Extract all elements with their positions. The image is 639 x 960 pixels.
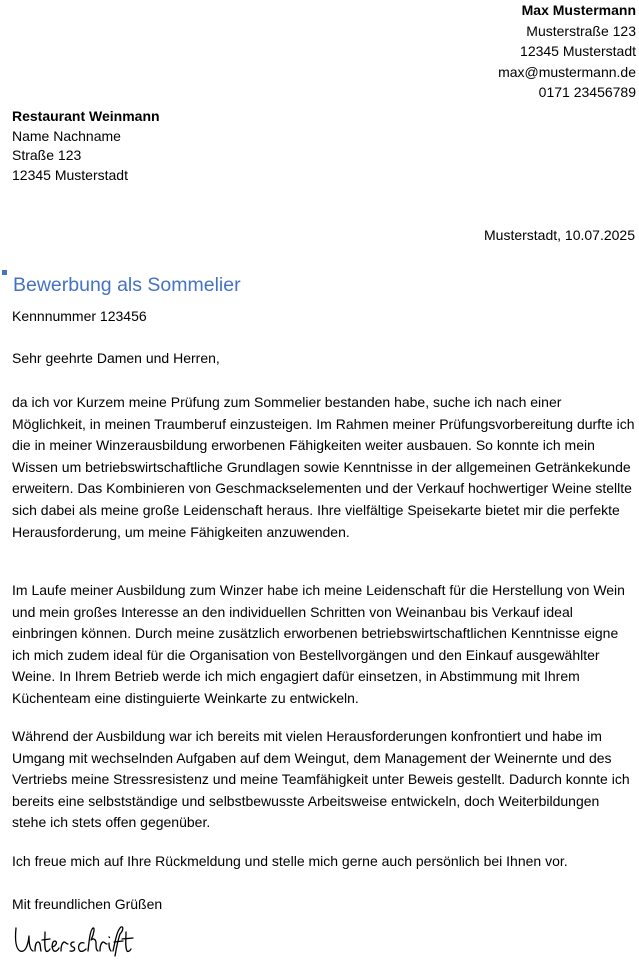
paragraph-text: da ich vor Kurzem meine Prüfung zum Sommelier bestanden habe, suche ich nach einer Möglichkeit, in meinen Traumberuf einzusteigen. Im Rahmen meiner Prüfungsvorbereitung durfte ich die in meiner Winzerausbildung erworbenen Fähigkeiten weiter ausbauen. So konnte ich mein Wissen um betriebswirtschaftliche Grundlagen sowie Kenntnisse in der allgemeinen Getränkekunde erweitern. Das Kombinieren von Geschmackselementen und der Verkauf hochwertiger Weine stellte sich dabei als meine große Leidenschaft heraus. Ihre vielfältige Speisekarte bietet mir die perfekte Herausforderung, um meine Fähigkeiten anzuwenden. <box>12 394 635 540</box>
sender-name: Max Mustermann <box>521 2 636 18</box>
recipient-contact: Name Nachname <box>12 127 121 144</box>
paragraph-text: Im Laufe meiner Ausbildung zum Winzer habe ich meine Leidenschaft für die Herstellung von Wein und mein großes Interesse an den individuellen Schritten von Weinanbau bis Verkauf ideal einbringen können. Durch meine zusätzlich erworbenen betriebswirtschaftlichen Kenntnisse eigne ich mich zudem ideal für die Organisation von Bestellvorgängen und den Einkauf ausgewählter Weine. In Ihrem Betrieb werde ich mich engagiert dafür einsetzen, in Abstimmung mit Ihrem Küchenteam eine distinguierte Weinkarte zu entwickeln. <box>12 582 625 706</box>
recipient-city: 12345 Musterstadt <box>12 166 128 183</box>
salutation: Sehr geehrte Damen und Herren, <box>12 350 220 366</box>
sender-street: Musterstraße 123 <box>526 22 636 39</box>
body-paragraph-3 <box>12 726 637 834</box>
sender-city: 12345 Musterstadt <box>520 43 636 59</box>
letter-subject: Bewerbung als Sommelier <box>13 274 241 296</box>
sender-address-block <box>498 0 636 103</box>
letter-date: Musterstadt, 10.07.2025 <box>484 227 635 243</box>
paragraph-text: Während der Ausbildung war ich bereits mit vielen Herausforderungen konfrontiert und habe im Umgang mit wechselnden Aufgaben auf dem Weingut, dem Management der Weinernte und des Vertriebs meine Stressresistenz und meine Teamfähigkeit unter Beweis gestellt. Dadurch konnte ich bereits eine selbstständige und selbstbewusste Arbeitsweise entwickeln, doch Weiterbildungen stehe ich stets offen gegenüber. <box>12 728 630 831</box>
paragraph-text: Ich freue mich auf Ihre Rückmeldung und stelle mich gerne auch persönlich bei Ihnen vor. <box>12 853 568 869</box>
sender-phone: 0171 23456789 <box>538 84 636 100</box>
closing-greeting: Mit freundlichen Grüßen <box>12 896 163 912</box>
recipient-street: Straße 123 <box>12 147 82 163</box>
body-paragraph-4 <box>12 851 637 873</box>
handwritten-signature <box>12 918 142 958</box>
sender-email: max@mustermann.de <box>498 63 636 80</box>
subject-bullet-marker <box>2 270 7 275</box>
body-paragraph-2 <box>12 580 637 710</box>
recipient-address-block <box>12 107 160 185</box>
recipient-company: Restaurant Weinmann <box>12 108 160 124</box>
body-paragraph-1 <box>12 392 637 543</box>
reference-number: Kennnummer 123456 <box>12 308 147 324</box>
